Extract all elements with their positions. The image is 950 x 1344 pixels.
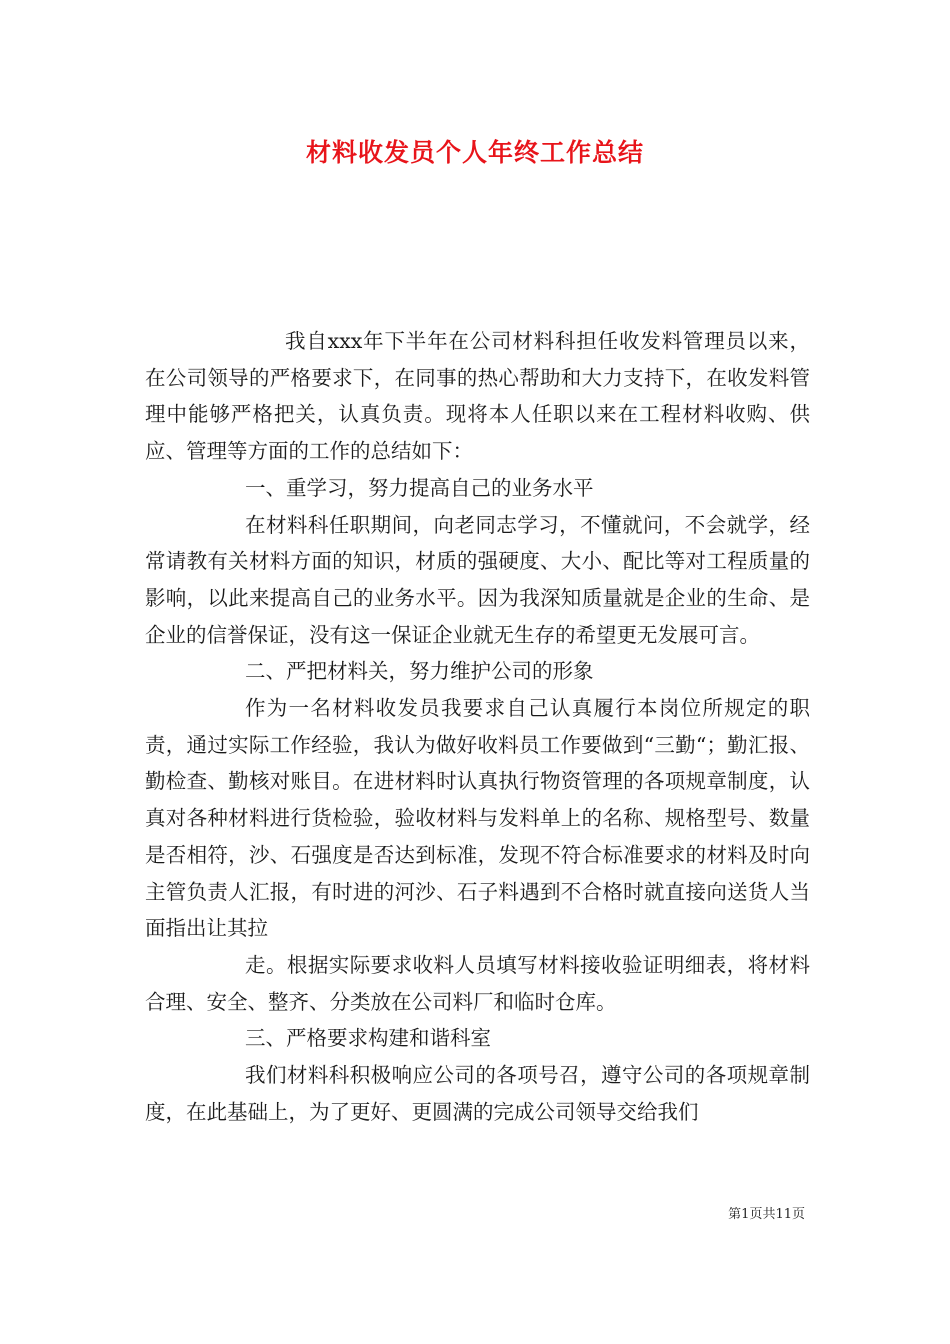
paragraph-section-2-continued: 走。根据实际要求收料人员填写材料接收验证明细表，将材料合理、安全、整齐、分类放在公司料厂和临时仓库。 — [145, 952, 810, 1014]
paragraph-intro: 我自xxx年下半年在公司材料科担任收发料管理员以来，在公司领导的严格要求下，在同事的热心帮助和大力支持下，在收发料管理中能够严格把关，认真负责。现将本人任职以来在工程材料收购、供应、管理等方面的工作的总结如下： — [145, 329, 810, 464]
paragraph-section-3: 我们材料科积极响应公司的各项号召，遵守公司的各项规章制度，在此基础上，为了更好、更圆满的完成公司领导交给我们 — [145, 1063, 810, 1124]
section-heading-1: 一、重学习，努力提高自己的业务水平 — [245, 475, 594, 500]
page-number: 第1页共11页 — [728, 1207, 805, 1222]
document-title: 材料收发员个人年终工作总结 — [305, 138, 644, 167]
section-heading-3: 三、严格要求构建和谐科室 — [245, 1026, 491, 1051]
section-heading-2: 二、严把材料关，努力维护公司的形象 — [245, 659, 594, 684]
document-body — [145, 323, 810, 1130]
paragraph-section-1: 在材料科任职期间，向老同志学习，不懂就问，不会就学，经常请教有关材料方面的知识，材质的强硬度、大小、配比等对工程质量的影响，以此来提高自己的业务水平。因为我深知质量就是企业的生命、是企业的信誉保证，没有这一保证企业就无生存的希望更无发展可言。 — [145, 512, 810, 647]
paragraph-section-2: 作为一名材料收发员我要求自己认真履行本岗位所规定的职责，通过实际工作经验，我认为做好收料员工作要做到“三勤“；勤汇报、勤检查、勤核对账目。在进材料时认真执行物资管理的各项规章制度，认真对各种材料进行货检验，验收材料与发料单上的名称、规格型号、数量是否相符，沙、石强度是否达到标准，发现不符合标准要求的材料及时向主管负责人汇报，有时进的河沙、石子料遇到不合格时就直接向送货人当面指出让其拉 — [145, 696, 810, 941]
